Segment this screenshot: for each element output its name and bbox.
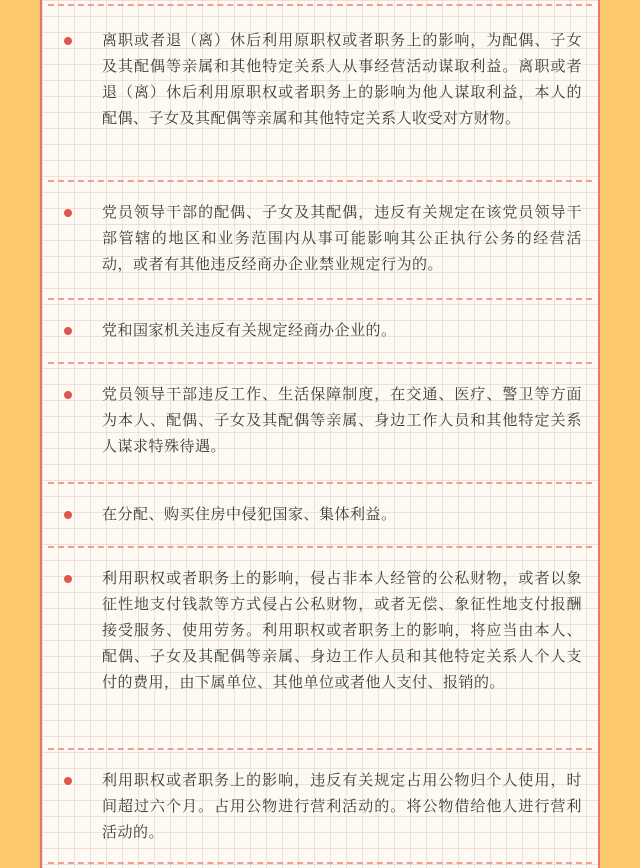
divider	[48, 298, 592, 300]
item-text: 党员领导干部的配偶、子女及其配偶，违反有关规定在该党员领导干部管辖的地区和业务范围内从事可能影响其公正执行公务的经营活动，或者有其他违反经商办企业禁业规定行为的。	[102, 203, 582, 273]
divider	[48, 862, 592, 864]
divider	[48, 362, 592, 364]
divider	[48, 546, 592, 548]
content-card	[40, 0, 600, 868]
bullet-icon	[64, 777, 72, 785]
divider	[48, 4, 592, 6]
bullet-icon	[64, 327, 72, 335]
item-text: 在分配、购买住房中侵犯国家、集体利益。	[102, 505, 397, 523]
item-text: 离职或者退（离）休后利用原职权或者职务上的影响，为配偶、子女及其配偶等亲属和其他特定关系人从事经营活动谋取利益。离职或者退（离）休后利用原职权或者职务上的影响为他人谋取利益，本人的配偶、子女及其配偶等亲属和其他特定关系人收受对方财物。	[102, 31, 582, 127]
bullet-icon	[64, 391, 72, 399]
bullet-icon	[64, 209, 72, 217]
bullet-icon	[64, 511, 72, 519]
bullet-icon	[64, 37, 72, 45]
divider	[48, 748, 592, 750]
divider	[48, 180, 592, 182]
item-text: 利用职权或者职务上的影响，违反有关规定占用公物归个人使用，时间超过六个月。占用公物进行营利活动的。将公物借给他人进行营利活动的。	[102, 771, 582, 841]
divider	[48, 482, 592, 484]
item-text: 利用职权或者职务上的影响，侵占非本人经管的公私财物，或者以象征性地支付钱款等方式侵占公私财物，或者无偿、象征性地支付报酬接受服务、使用劳务。利用职权或者职务上的影响，将应当由本人、配偶、子女及其配偶等亲属、身边工作人员和其他特定关系人个人支付的费用，由下属单位、其他单位或者他人支付、报销的。	[102, 569, 582, 691]
item-text: 党和国家机关违反有关规定经商办企业的。	[102, 321, 397, 339]
bullet-icon	[64, 575, 72, 583]
item-text: 党员领导干部违反工作、生活保障制度，在交通、医疗、警卫等方面为本人、配偶、子女及其配偶等亲属、身边工作人员和其他特定关系人谋求特殊待遇。	[102, 385, 582, 455]
